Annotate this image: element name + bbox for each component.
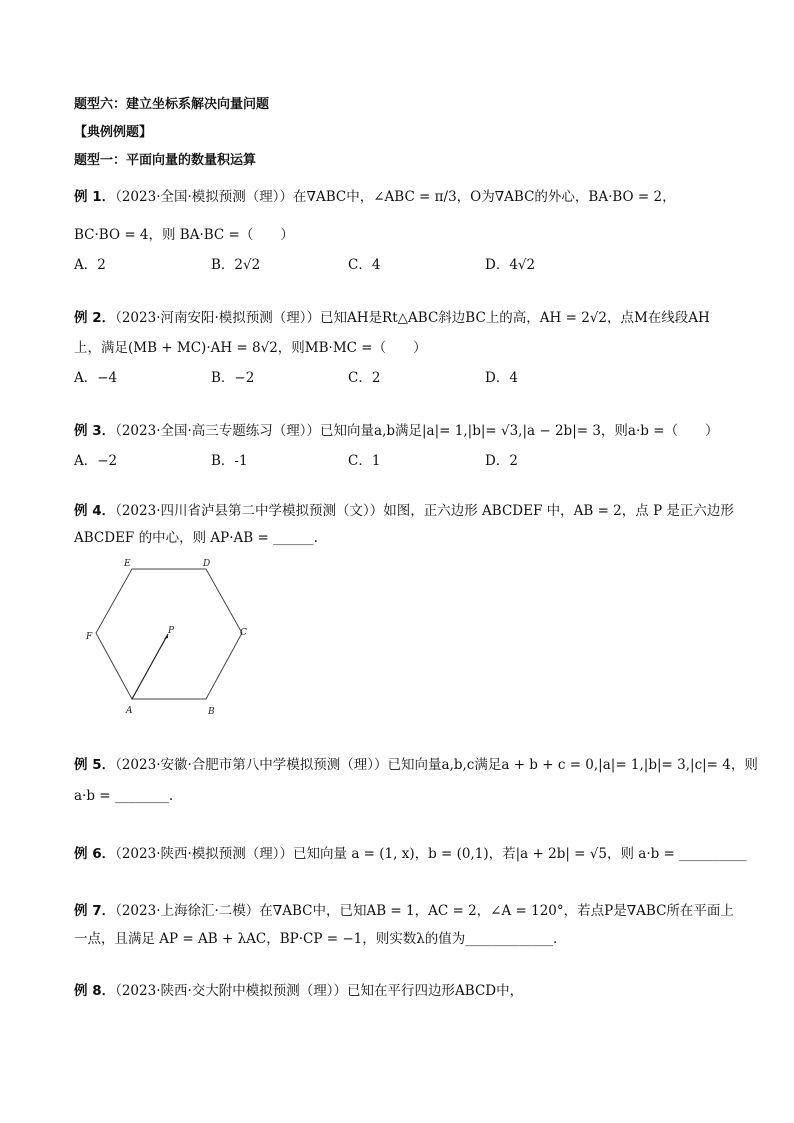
example-3-options xyxy=(74,451,674,471)
section-title: 题型六：建立坐标系解决向量问题 xyxy=(74,97,270,112)
example-2-line-2: 上，满足(MB + MC)·AH = 8√2，则MB·MC =（ ） xyxy=(74,340,427,356)
example-7-line-1 xyxy=(74,901,734,921)
example-4-line-1 xyxy=(74,501,734,521)
example-1-text-1: （2023·全国·模拟预测（理））在∇ABC中，∠ABC = π/3，O为∇ABC的外心，BA·BO = 2， xyxy=(115,189,676,205)
vertex-label-f: F xyxy=(86,632,93,642)
example-3-text-1: （2023·全国·高三专题练习（理））已知向量a,b满足|a|= 1,|b|= √3,|a − 2b|= 3，则a·b =（ ） xyxy=(115,423,719,439)
example-3-option-c: C．1 xyxy=(348,453,381,469)
example-6-line-1 xyxy=(74,844,747,864)
example-8-label: 例 8． xyxy=(74,983,116,999)
vertex-label-a: A xyxy=(126,706,133,716)
example-3-option-b: B．-1 xyxy=(211,453,248,469)
example-2-line-1 xyxy=(74,308,724,328)
example-5-label: 例 5． xyxy=(74,757,116,773)
center-label-p: P xyxy=(168,626,175,636)
hexagon-figure xyxy=(80,555,270,725)
example-1-option-b: B．2√2 xyxy=(211,257,261,273)
example-2-option-d: D．4 xyxy=(485,370,518,386)
example-7-text-1: （2023·上海徐汇·二模）在∇ABC中，已知AB = 1，AC = 2，∠A = 120°，若点P是∇ABC所在平面上 xyxy=(115,903,734,919)
example-6-label: 例 6． xyxy=(74,846,116,862)
example-6-text-1: （2023·陕西·模拟预测（理））已知向量 a = (1, x)，b = (0,1)，若|a + 2b| = √5，则 a·b = __________ xyxy=(115,846,747,862)
subsection-title: 题型一：平面向量的数量积运算 xyxy=(74,153,257,168)
vertex-label-d: D xyxy=(203,559,211,569)
example-4-line-2: ABCDEF 的中心，则 AP·AB = ______. xyxy=(74,530,318,546)
example-8-line-1 xyxy=(74,981,724,1001)
example-5-line-2: a·b = ________. xyxy=(74,788,174,804)
example-2-option-c: C．2 xyxy=(348,370,381,386)
vertex-label-e: E xyxy=(124,559,131,569)
example-2-options xyxy=(74,368,674,388)
example-7-label: 例 7． xyxy=(74,903,116,919)
vertex-label-b: B xyxy=(208,707,215,717)
example-3-label: 例 3． xyxy=(74,423,116,439)
example-2-option-b: B．−2 xyxy=(211,370,255,386)
example-2-label: 例 2． xyxy=(74,310,116,326)
example-2-option-a: A．−4 xyxy=(74,370,118,386)
example-4-text-1: （2023·四川省泸县第二中学模拟预测（文））如图，正六边形 ABCDEF 中，AB = 2，点 P 是正六边形 xyxy=(115,503,734,519)
vertex-label-c: C xyxy=(240,628,247,638)
example-5-line-1 xyxy=(74,755,758,775)
example-3-option-d: D．2 xyxy=(485,453,518,469)
example-1-option-d: D．4√2 xyxy=(485,257,536,273)
example-1-options xyxy=(74,255,674,275)
example-1-option-a: A．2 xyxy=(74,257,106,273)
example-3-line-1 xyxy=(74,421,724,441)
example-1-option-c: C．4 xyxy=(348,257,381,273)
example-2-text-1: （2023·河南安阳·模拟预测（理））已知AH是Rt△ABC斜边BC上的高，AH = 2√2，点M在线段AH xyxy=(115,310,710,326)
vector-ap-line xyxy=(132,634,168,699)
example-7-line-2: 一点，且满足 AP = AB + λAC，BP·CP = −1，则实数λ的值为_____________. xyxy=(74,931,558,947)
example-1-line-1 xyxy=(74,187,724,207)
example-8-text-1: （2023·陕西·交大附中模拟预测（理））已知在平行四边形ABCD中， xyxy=(115,983,524,999)
example-1-label: 例 1． xyxy=(74,189,116,205)
example-1-line-2: BC·BO = 4，则 BA·BC =（ ） xyxy=(74,227,294,243)
example-3-option-a: A．−2 xyxy=(74,453,118,469)
example-5-text-1: （2023·安徽·合肥市第八中学模拟预测（理））已知向量a,b,c满足a + b + c = 0,|a|= 1,|b|= 3,|c|= 4，则 xyxy=(115,757,758,773)
typical-examples-title: 【典例例题】 xyxy=(74,125,153,140)
example-4-label: 例 4． xyxy=(74,503,116,519)
